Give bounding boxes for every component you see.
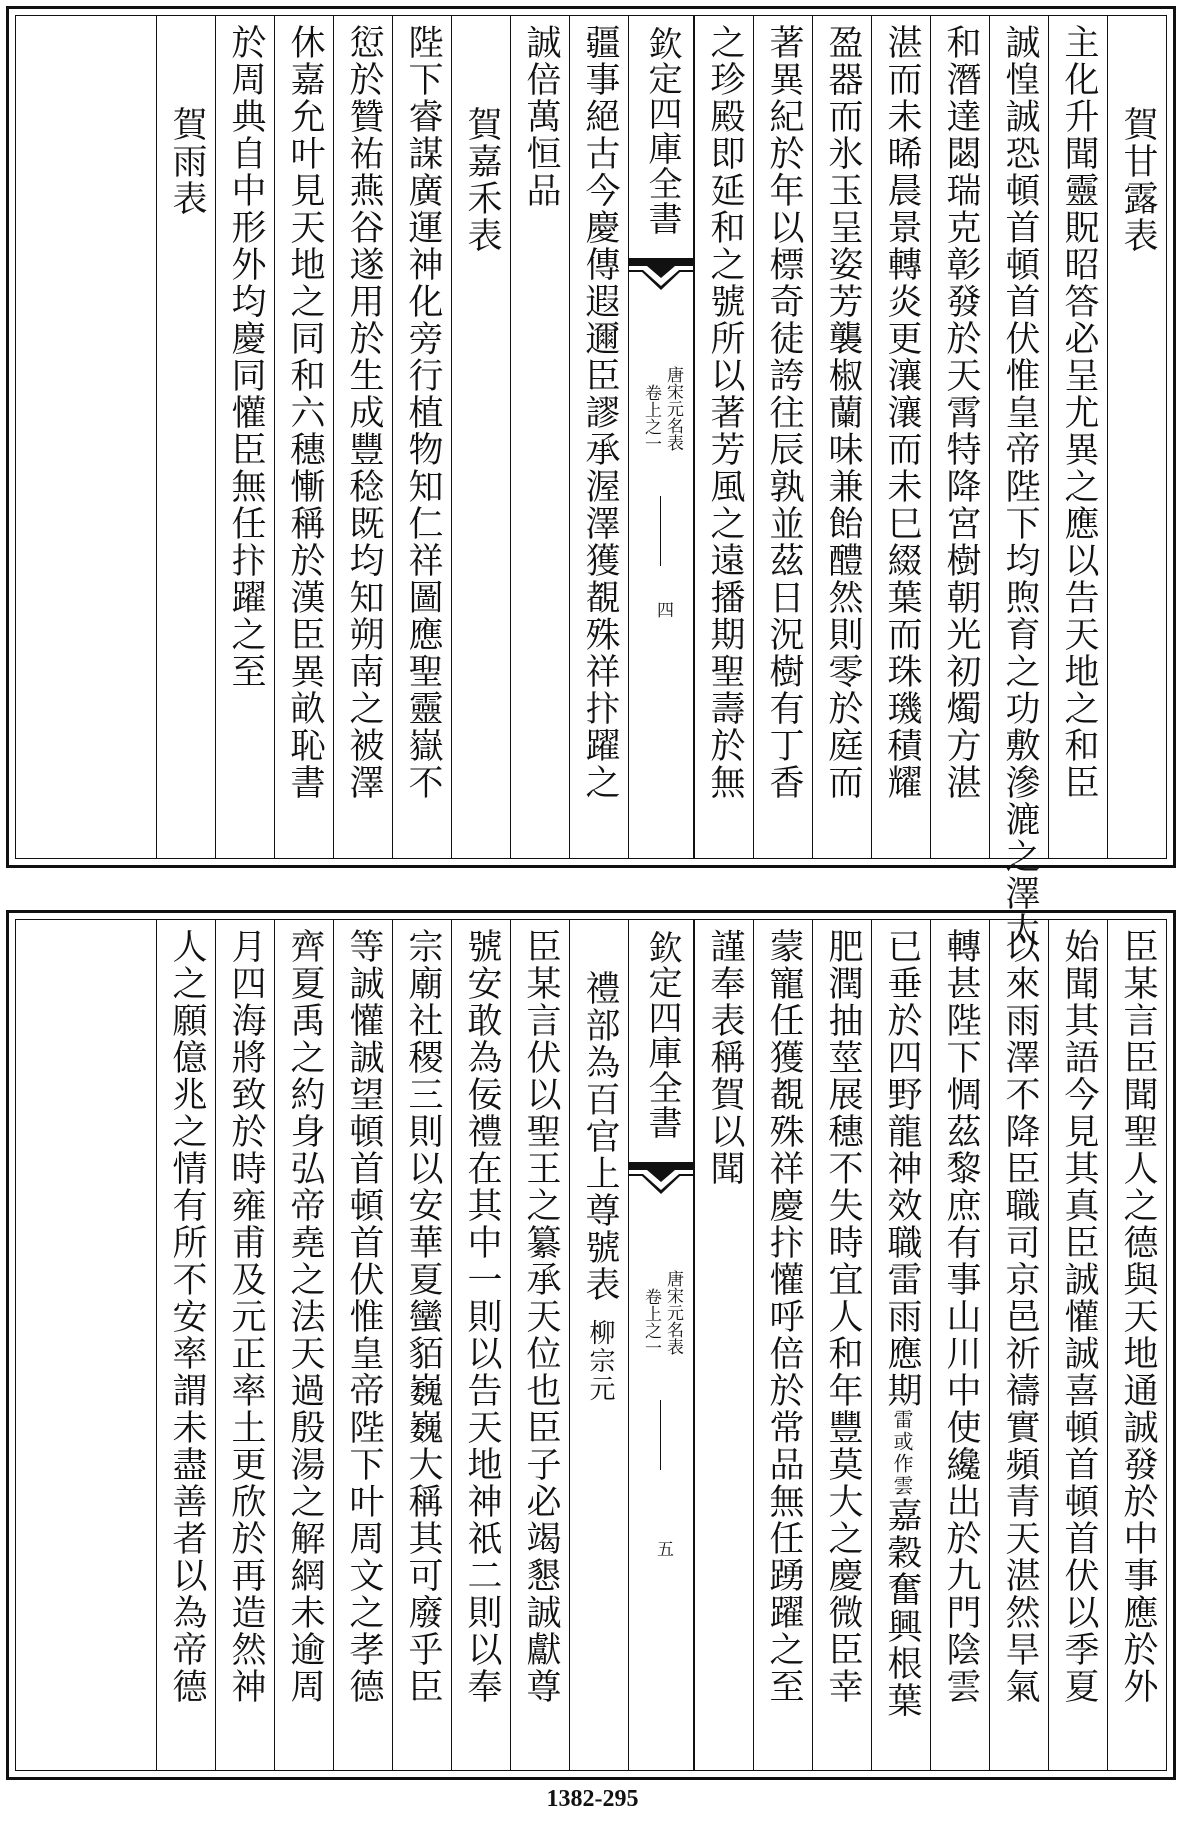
text-column [215, 920, 274, 1770]
text-column [392, 16, 451, 858]
column-main-text: 宗廟社稷三則以安華夏蠻貊巍巍大稱其可廢乎臣 [403, 928, 443, 1705]
banner-volume: 卷上之一 [641, 1288, 661, 1356]
column-main-text: 號安敢為佞禮在其中一則以告天地神祇二則以奉 [462, 928, 502, 1705]
column-text [216, 24, 275, 690]
column-main-text: 臣某言臣聞聖人之德與天地通誠發於中事應於外 [1118, 928, 1158, 1705]
bottom-page-frame [15, 919, 1167, 1771]
column-main-text: 陛下睿謀廣運神化旁行植物知仁祥圖應聖靈嶽不 [403, 24, 443, 801]
column-main-text: 人之願億兆之情有所不安率謂未盡善者以為帝德 [167, 928, 207, 1705]
column-main-text: 始聞其語今見其真臣誠懽誠喜頓首頓首伏以季夏 [1059, 928, 1099, 1705]
inline-note: 雷或作雲 [890, 1409, 914, 1497]
column-main-text: 以來雨澤不降臣職司京邑祈禱實頻青天湛然旱氣 [1000, 928, 1040, 1705]
text-column [215, 16, 274, 858]
text-column [274, 920, 333, 1770]
fish-tail-mark-icon [629, 1158, 693, 1198]
column-main-text: 賀嘉禾表 [462, 106, 502, 254]
page-footer-number: 1382-295 [546, 1786, 639, 1812]
column-main-text: 臣某言伏以聖王之纂承天位也臣子必竭懇誠獻尊 [521, 928, 561, 1705]
text-column [569, 920, 628, 1770]
column-main-text: 等誠懽誠望頓首頓首伏惟皇帝陛下叶周文之孝德 [344, 928, 384, 1705]
column-main-text: 休嘉允叶見天地之同和六穗慚稱於漢臣異畝恥書 [285, 24, 325, 801]
column-text [570, 24, 629, 801]
column-main-text: 誠惶誠恐頓首頓首伏惟皇帝陛下均煦育之功敷滲漉之澤太 [1000, 24, 1040, 949]
center-banner [628, 920, 694, 1770]
text-column [930, 16, 989, 858]
text-column [930, 920, 989, 1770]
column-text [1049, 24, 1108, 801]
column-text [157, 928, 216, 1705]
column-text [754, 928, 813, 1705]
author-name: 柳宗元 [585, 1319, 615, 1403]
banner-book-title: 唐宋元名表 [663, 366, 683, 451]
text-column [510, 16, 569, 858]
column-main-text: 蒙寵任獲覩殊祥慶抃懽呼倍於常品無任踴躍之至 [764, 928, 804, 1705]
column-text [813, 24, 872, 801]
text-column [753, 920, 812, 1770]
column-text [754, 24, 813, 801]
column-main-text: 誠倍萬恒品 [521, 24, 561, 209]
column-text [695, 928, 754, 1187]
text-column [989, 16, 1048, 949]
top-columns [16, 16, 1166, 949]
banner-divider-line [660, 496, 661, 566]
text-column [333, 16, 392, 858]
column-main-text: 疆事絕古今慶傳遐邇臣謬承渥澤獲覩殊祥抃躍之 [580, 24, 620, 801]
bottom-page [6, 910, 1176, 1780]
column-text [216, 928, 275, 1705]
column-main-text: 轉甚陛下惆茲黎庶有事山川中使纔出於九門陰雲 [941, 928, 981, 1705]
column-main-text: 齊夏禹之約身弘帝堯之法天過殷湯之解網未逾周 [285, 928, 325, 1705]
column-text [393, 24, 452, 801]
column-text [275, 24, 334, 801]
text-column [156, 920, 215, 1770]
column-main-text: 愆於贊祐燕谷遂用於生成豐稔既均知朔南之被澤 [344, 24, 384, 801]
column-text [813, 928, 872, 1705]
column-text [334, 928, 393, 1705]
column-main-text: 盈器而氷玉呈姿芳襲椒蘭味兼飴醴然則零於庭而 [823, 24, 863, 801]
banner-page-number: 四 [653, 601, 673, 618]
top-page-frame [15, 15, 1167, 949]
column-text [511, 928, 570, 1705]
column-text [452, 106, 511, 254]
text-column [871, 16, 930, 858]
text-column [1048, 16, 1107, 858]
column-main-text: 肥潤抽莖展穗不失時宜人和年豐莫大之慶微臣幸 [823, 928, 863, 1705]
column-main-text: 和潛達閟瑞克彰發於天霄特降宮樹朝光初燭方湛 [941, 24, 981, 801]
column-main-text: 著異紀於年以標奇徒誇往辰孰並茲日況樹有丁香 [764, 24, 804, 801]
banner-divider-line [660, 1400, 661, 1470]
column-text [990, 24, 1049, 949]
column-text [990, 928, 1049, 1705]
column-text [275, 928, 334, 1705]
text-column [333, 920, 392, 1770]
text-column [1048, 920, 1107, 1770]
column-text [1108, 928, 1167, 1705]
column-main-text: 已垂於四野龍神效職雷雨應期 [882, 928, 922, 1409]
column-text [931, 24, 990, 801]
center-banner [628, 16, 694, 858]
column-text [872, 24, 931, 801]
column-text [334, 24, 393, 801]
banner-volume: 卷上之一 [641, 384, 661, 452]
column-text [1108, 106, 1167, 254]
banner-title: 欽定四庫全書 [642, 26, 682, 236]
column-main-text: 於周典自中形外均慶同懽臣無任抃躍之至 [226, 24, 266, 690]
column-main-text: 月四海將致於時雍甫及元正率土更欣於再造然神 [226, 928, 266, 1705]
column-text [695, 24, 754, 801]
bottom-columns [16, 920, 1166, 1770]
text-column [510, 920, 569, 1770]
banner-title: 欽定四庫全書 [642, 930, 682, 1140]
banner-book-title: 唐宋元名表 [663, 1270, 683, 1355]
column-main-text: 賀雨表 [167, 106, 207, 217]
text-column [451, 920, 510, 1770]
column-text [872, 928, 931, 1719]
text-column [1107, 16, 1166, 858]
column-text [157, 106, 216, 217]
text-column [1107, 920, 1166, 1770]
fish-tail-mark-icon [629, 254, 693, 294]
text-column [812, 920, 871, 1770]
text-column [694, 920, 753, 1770]
text-column [871, 920, 930, 1770]
column-text [511, 24, 570, 209]
column-text [1049, 928, 1108, 1705]
column-main-text: 之珍殿即延和之號所以著芳風之遠播期聖壽於無 [705, 24, 745, 801]
text-column [753, 16, 812, 858]
column-text [452, 928, 511, 1705]
column-main-text: 謹奉表稱賀以聞 [705, 928, 745, 1187]
column-text [570, 970, 629, 1403]
text-column [989, 920, 1048, 1770]
column-text [931, 928, 990, 1705]
banner-page-number: 五 [653, 1540, 673, 1557]
text-column [569, 16, 628, 858]
column-main-text: 禮部為百官上尊號表 [580, 970, 620, 1303]
text-column [694, 16, 753, 858]
column-main-text: 主化升聞靈貺昭答必呈尤異之應以告天地之和臣 [1059, 24, 1099, 801]
text-column [812, 16, 871, 858]
text-column [451, 16, 510, 858]
column-main-text: 賀甘露表 [1118, 106, 1158, 254]
text-column [392, 920, 451, 1770]
text-column [156, 16, 215, 858]
top-page [6, 6, 1176, 949]
column-main-text: 湛而未晞晨景轉炎更瀼瀼而未巳綴葉而珠璣積耀 [882, 24, 922, 801]
column-text [393, 928, 452, 1705]
column-continued-text: 嘉穀奮興根葉 [882, 1497, 922, 1719]
text-column [274, 16, 333, 858]
